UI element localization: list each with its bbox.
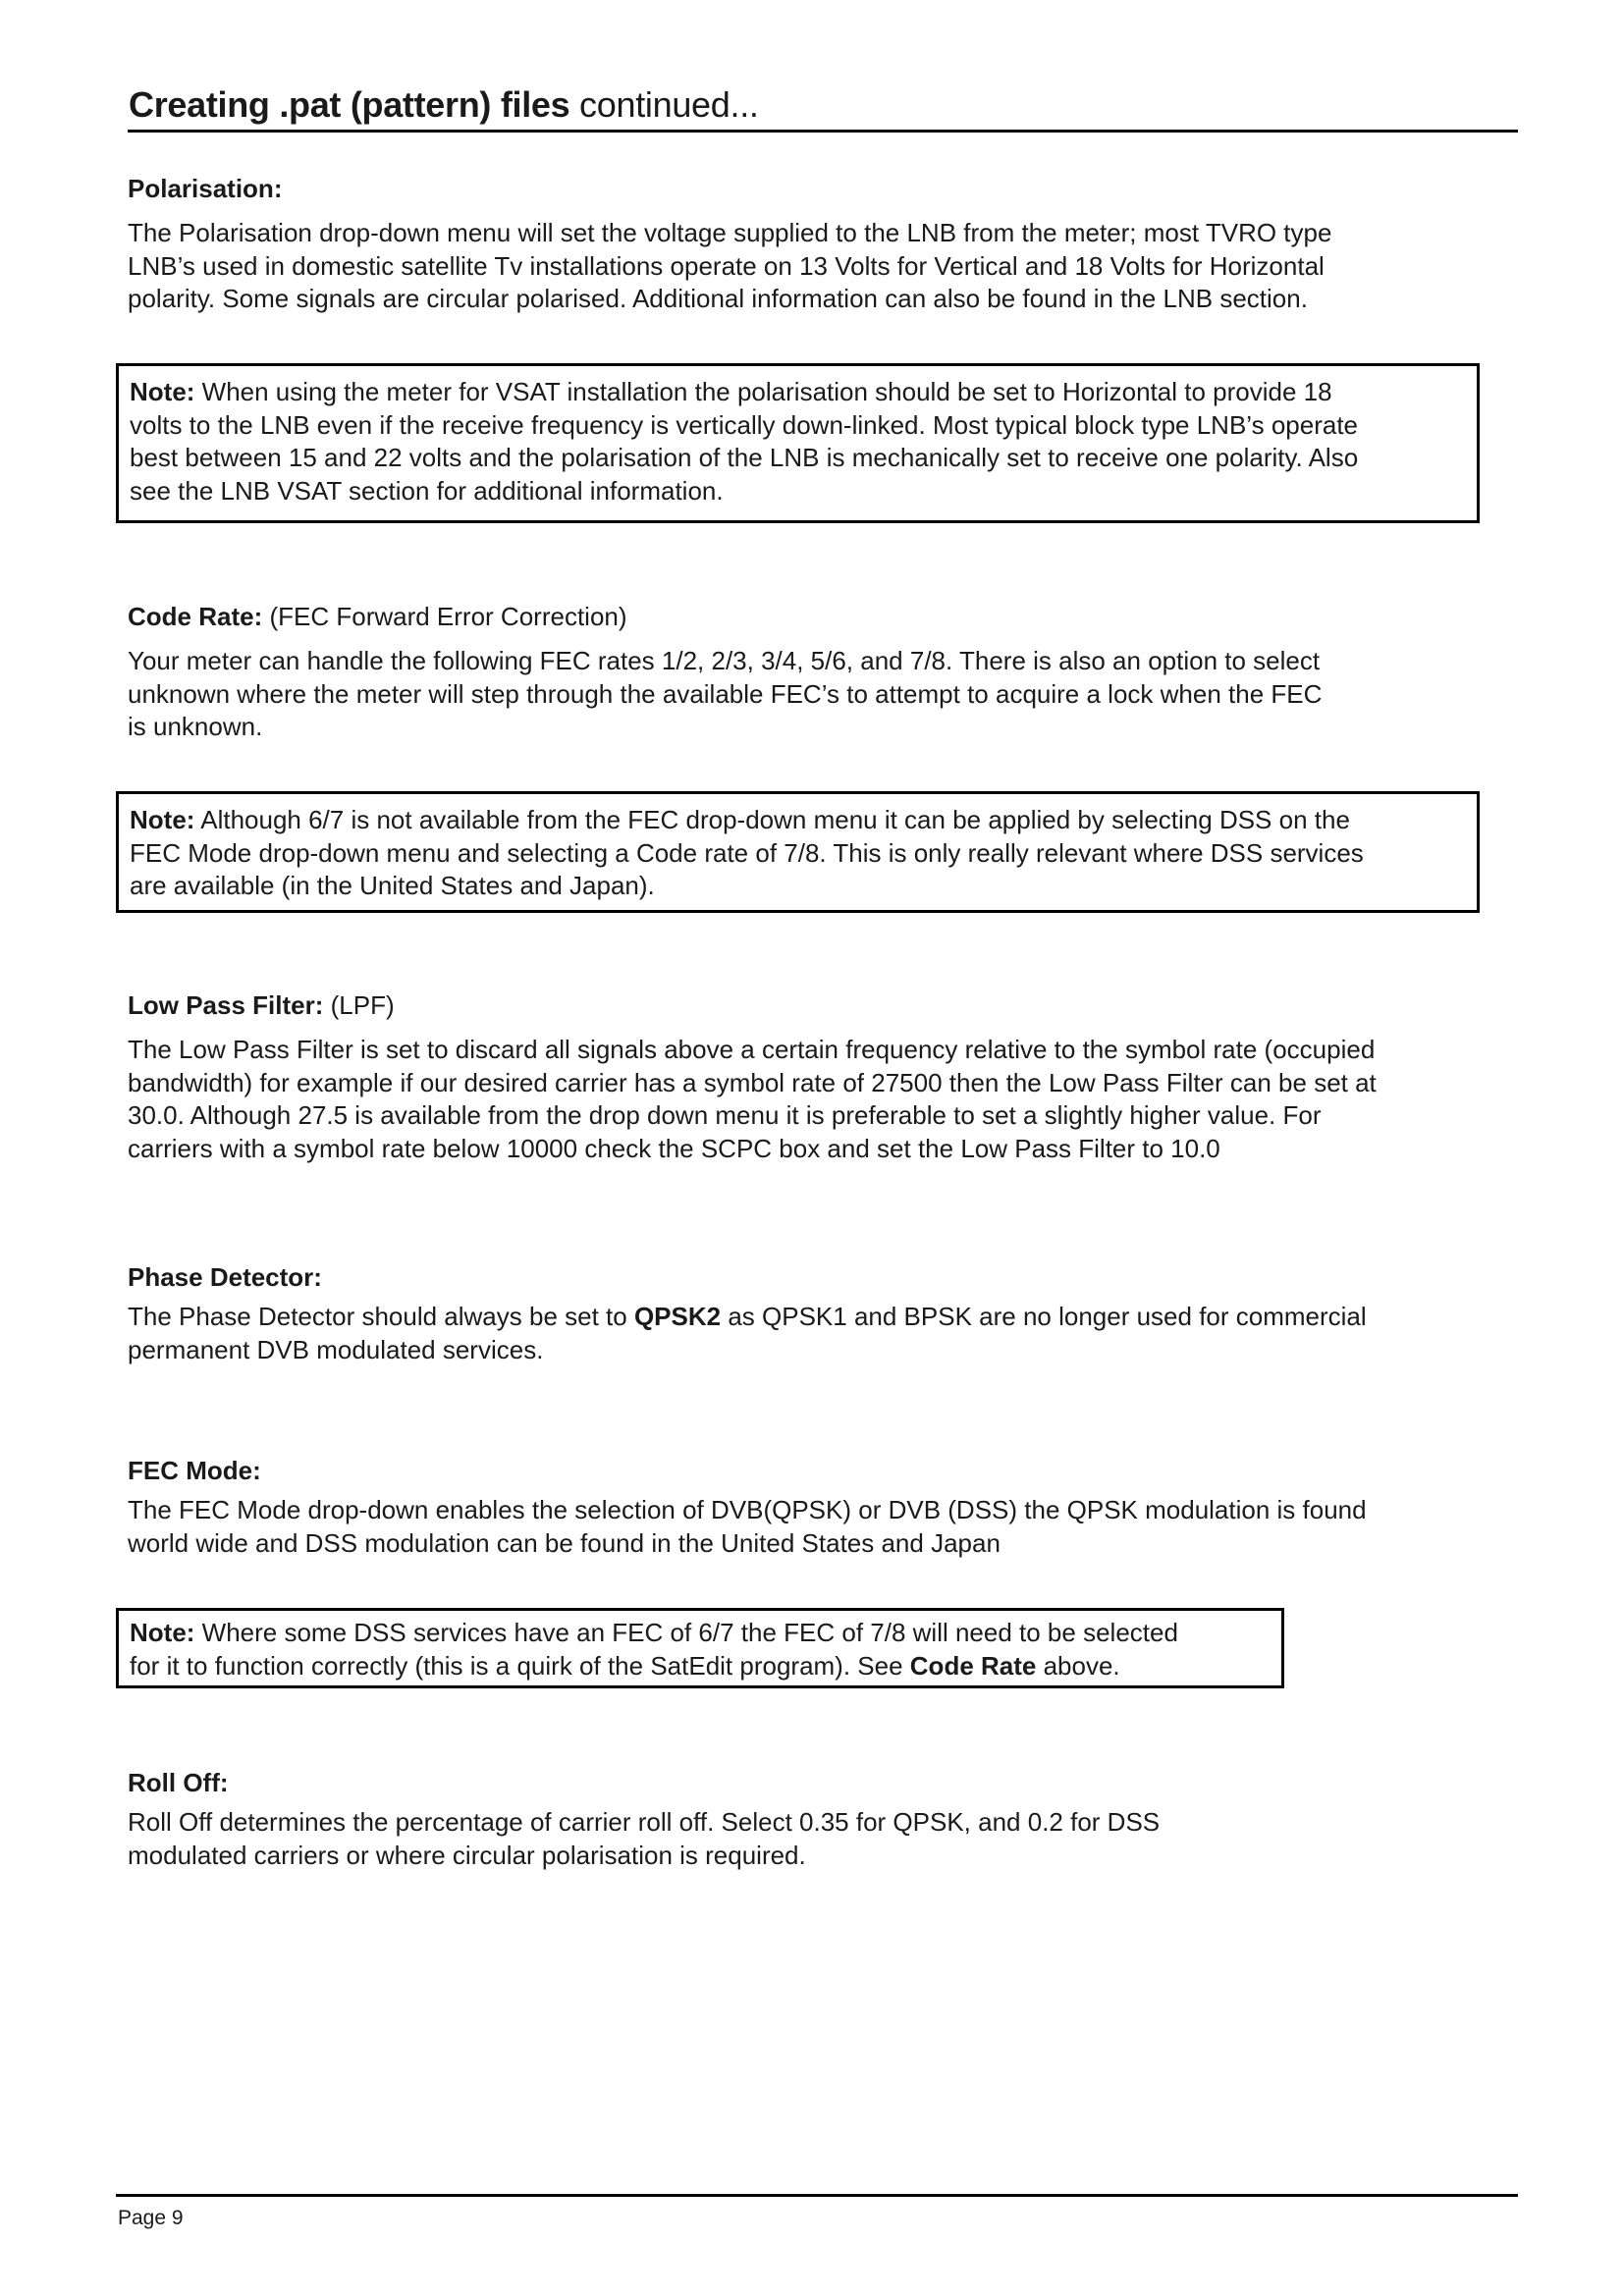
note-label: Note: [130, 1618, 195, 1647]
note-body [130, 376, 1467, 507]
note-text: above. [1036, 1650, 1120, 1681]
note-label: Note: [130, 377, 195, 406]
body-line: carriers with a symbol rate below 10000 check the SCPC box and set the Low Pass Filter to 10.0 [128, 1133, 1220, 1163]
section-body [128, 1034, 1483, 1165]
body-line: Roll Off determines the percentage of carrier roll off. Select 0.35 for QPSK, and 0.2 for DSS [128, 1807, 1161, 1837]
section-fec-mode [128, 1455, 1483, 1560]
note-body [130, 1617, 1271, 1682]
body-line: world wide and DSS modulation can be found in the United States and Japan [128, 1527, 1001, 1558]
body-text: as QPSK1 and BPSK are no longer used for commercial [721, 1302, 1367, 1331]
body-line: Your meter can handle the following FEC rates 1/2, 2/3, 3/4, 5/6, and 7/8. There is also an option to select [128, 646, 1321, 675]
note-emphasis: Code Rate [909, 1650, 1037, 1681]
note-box-satedit [116, 1608, 1284, 1688]
page-title-continued: continued... [569, 84, 759, 125]
section-polarisation [128, 173, 1483, 316]
heading-label: Code Rate: [128, 602, 263, 631]
heading-label: Low Pass Filter: [128, 990, 324, 1020]
section-body [128, 217, 1483, 316]
body-emphasis: QPSK2 [633, 1302, 722, 1331]
body-line: unknown where the meter will step through the available FEC’s to attempt to acquire a lock when the FEC [128, 678, 1323, 709]
section-low-pass-filter [128, 989, 1483, 1165]
note-line: best between 15 and 22 volts and the polarisation of the LNB is mechanically set to receive one polarity. Also [130, 443, 1359, 472]
section-heading: FEC Mode: [128, 1456, 261, 1485]
section-body [128, 1301, 1483, 1366]
note-text: Although 6/7 is not available from the FEC drop-down menu it can be applied by selecting DSS on the [194, 805, 1350, 834]
heading-subtitle: (FEC Forward Error Correction) [262, 602, 627, 631]
note-line [130, 1650, 1271, 1683]
note-line [130, 804, 1467, 837]
note-line [130, 1617, 1271, 1650]
body-line: LNB’s used in domestic satellite Tv installations operate on 13 Volts for Vertical and 18 Volts for Horizontal [128, 250, 1325, 281]
section-code-rate [128, 601, 1483, 744]
section-heading: Phase Detector: [128, 1262, 322, 1292]
note-line [130, 376, 1467, 409]
page-header [128, 79, 1518, 133]
section-heading: Polarisation: [128, 174, 283, 203]
note-line: volts to the LNB even if the receive frequency is vertically down-linked. Most typical block type LNB’s operate [130, 409, 1359, 440]
section-body [128, 1806, 1483, 1872]
note-text: Where some DSS services have an FEC of 6/7 the FEC of 7/8 will need to be selected [194, 1618, 1178, 1647]
section-body [128, 645, 1483, 744]
body-line: polarity. Some signals are circular polarised. Additional information can also be found in the LNB section. [128, 284, 1308, 313]
note-line: see the LNB VSAT section for additional information. [130, 475, 724, 506]
page-title-main: Creating .pat (pattern) files [129, 84, 570, 125]
note-text: for it to function correctly (this is a quirk of the SatEdit program). See [130, 1650, 910, 1681]
note-box-dss [116, 791, 1480, 913]
note-line: FEC Mode drop-down menu and selecting a Code rate of 7/8. This is only really relevant where DSS services [130, 837, 1364, 868]
body-line: is unknown. [128, 712, 263, 741]
page-title [129, 84, 759, 126]
body-line: 30.0. Although 27.5 is available from the drop down menu it is preferable to set a slightly higher value. For [128, 1100, 1322, 1130]
note-line: are available (in the United States and Japan). [130, 871, 655, 900]
section-phase-detector [128, 1261, 1483, 1366]
note-body [130, 804, 1467, 903]
section-roll-off [128, 1767, 1483, 1872]
body-line: permanent DVB modulated services. [128, 1334, 544, 1364]
section-heading [128, 989, 1483, 1021]
body-line: modulated carriers or where circular polarisation is required. [128, 1840, 806, 1870]
section-heading [128, 601, 1483, 632]
body-line: The Low Pass Filter is set to discard all signals above a certain frequency relative to the symbol rate (occupied [128, 1035, 1376, 1064]
body-line: The FEC Mode drop-down enables the selection of DVB(QPSK) or DVB (DSS) the QPSK modulation is found [128, 1495, 1367, 1524]
section-heading: Roll Off: [128, 1768, 229, 1797]
note-box-vsat [116, 363, 1480, 523]
body-line [128, 1301, 1483, 1334]
body-line: The Polarisation drop-down menu will set the voltage supplied to the LNB from the meter; most TVRO type [128, 218, 1332, 247]
note-label: Note: [130, 805, 195, 834]
body-line: bandwidth) for example if our desired carrier has a symbol rate of 27500 then the Low Pass Filter can be set at [128, 1067, 1377, 1097]
page-footer [116, 2194, 1518, 2236]
note-text: When using the meter for VSAT installation the polarisation should be set to Horizontal to provide 18 [194, 377, 1332, 406]
body-text: The Phase Detector should always be set to [128, 1302, 634, 1331]
heading-subtitle: (LPF) [323, 990, 395, 1020]
page-number: Page 9 [118, 2207, 184, 2229]
section-body [128, 1494, 1483, 1560]
